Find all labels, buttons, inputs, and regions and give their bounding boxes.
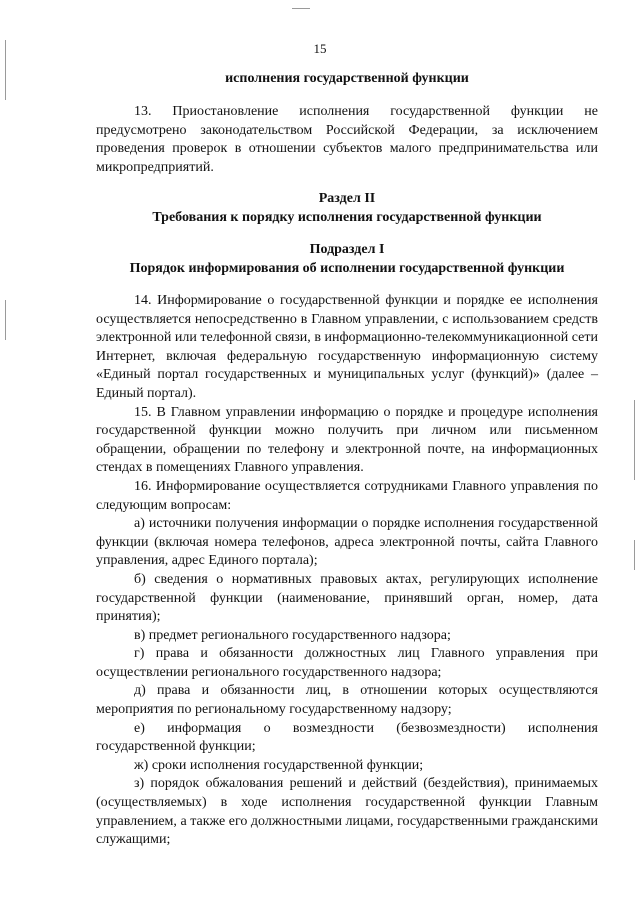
section-title: Раздел II <box>318 191 376 206</box>
subsection-subtitle: Порядок информирования об исполнении государственной функции <box>129 261 565 276</box>
list-item-g: г) права и обязанности должностных лиц Главного управления при осуществлении регионального государственного надзора; <box>96 646 598 680</box>
list-item-b: б) сведения о нормативных правовых актах, регулирующих исполнение государственной функции (наименование, принявший орган, номер, дата принятия); <box>96 571 598 625</box>
list-item-e: е) информация о возмездности (безвозмездности) исполнения государственной функции; <box>96 720 598 755</box>
list-item-d: д) права и обязанности лиц, в отношении которых осуществляются мероприятия по региональному государственному надзору; <box>96 683 598 718</box>
list-item-v: в) предмет регионального государственного надзора; <box>134 627 451 643</box>
page-number: 15 <box>313 41 327 56</box>
scan-artifact-left <box>5 40 6 100</box>
paragraph-14: 14. Информирование о государственной функции и порядке ее исполнения осуществляется непосредственно в Главном управлении, с использованием средств электронной или телефонной связи, в информационно-телекоммуникационной сети Интернет, включая федеральную государственную информационную систему «Единый портал государственных и муниципальных услуг (функций)» (далее – Единый портал). <box>96 293 598 401</box>
main-body <box>96 292 598 850</box>
scan-artifact-left-2 <box>5 300 6 340</box>
paragraph-13: 13. Приостановление исполнения государственной функции не предусмотрено законодательством Российской Федерации, за исключением проведения проверок в отношении субъектов малого предпринимательства или микропредприятий. <box>96 104 598 175</box>
subsection-title: Подраздел I <box>309 242 385 257</box>
list-item-zh: ж) сроки исполнения государственной функции; <box>134 757 424 773</box>
list-item-a: а) источники получения информации о порядке исполнения государственной функции (включая номера телефонов, адреса электронной почты, сайта Главного управления, адрес Единого портала); <box>96 516 598 569</box>
paragraph-13-block <box>96 103 598 177</box>
list-item-z: з) порядок обжалования решений и действий (бездействия), принимаемых (осуществляемых) в ходе исполнения государственной функции Главным управлением, а также его должностными лицами, государственными гражданскими служащими; <box>96 776 598 848</box>
paragraph-16: 16. Информирование осуществляется сотрудниками Главного управления по следующим вопросам: <box>96 478 598 513</box>
section-subtitle: Требования к порядку исполнения государственной функции <box>152 210 542 225</box>
paragraph-15: 15. В Главном управлении информацию о порядке и процедуре исполнения государственной функции можно получить при личном или письменном обращении, обращении по телефону и электронной почте, на информационных стендах в помещениях Главного управления. <box>96 404 598 476</box>
scan-artifact-top <box>292 8 310 9</box>
scan-artifact-right-2 <box>634 540 635 570</box>
scan-artifact-right <box>634 400 635 480</box>
continuation-heading: исполнения государственной функции <box>225 71 469 86</box>
